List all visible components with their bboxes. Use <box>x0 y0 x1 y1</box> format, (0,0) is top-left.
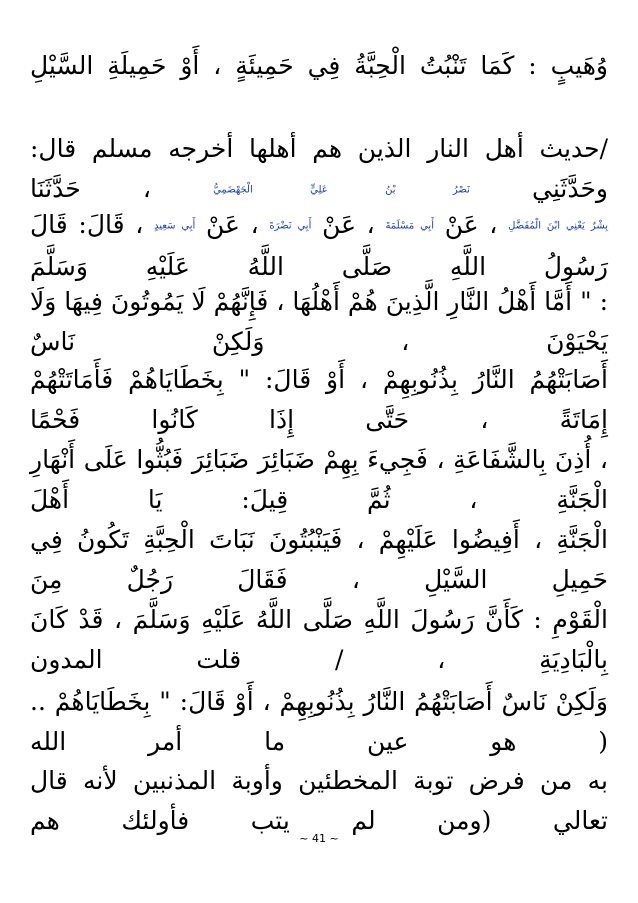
text-line-1: وُهَيبٍ : كَمَا تَنْبُتُ الْحِبَّةُ فِي حَمِيئَةٍ ، أَوْ حَمِيلَةِ السَّيْلِ <box>30 51 608 80</box>
narrator-link-nasr[interactable]: نَصْرُ بْنُ عَلِيٍّ الْجَهْضَمِيُّ <box>213 184 470 196</box>
text-line-9: وَلَكِنْ نَاسٌ أَصَابَتْهُمُ النَّارُ بِذُنُوبِهِمْ ، أَوْ قَالَ: " بِخَطَايَاهُمْ ..( هو عين ما أمر الله <box>30 687 608 756</box>
text-line-10: به من فرض توبة المخطئين وأوبة المذنبين لأنه قال تعالي (ومن لم يتب فأولئك هم <box>30 766 608 835</box>
page-number: ~ 41 ~ <box>299 832 339 845</box>
narrator-link-bishr[interactable]: بِشْرٌ يَعْنِي ابْنَ الْمُفَضَّلِ <box>508 220 609 232</box>
text-line-8: الْقَوْمِ : كَأَنَّ رَسُولَ اللَّهِ صَلَّى اللَّهُ عَلَيْهِ وَسَلَّمَ ، قَدْ كَانَ بِالْبَادِيَةِ ، / قلت المدون <box>30 605 608 674</box>
narrator-link-abi-said[interactable]: أَبِي سَعِيدٍ <box>154 220 196 232</box>
narrator-link-abi-nadra[interactable]: أَبِي نَضْرَةَ <box>269 220 312 232</box>
text-line-6: ، أُذِنَ بِالشَّفَاعَةِ ، فَجِيءَ بِهِمْ ضَبَائِرَ ضَبَائِرَ فَبُثُّوا عَلَى أَنْهَارِ الْجَنَّةِ ، ثُمَّ قِيلَ: يَا أَهْلَ <box>30 445 608 514</box>
text-line-3 <box>30 205 609 281</box>
narrator-link-abi-maslama[interactable]: أَبِي مَسْلَمَةَ <box>385 220 434 232</box>
an-3: ، عَنْ <box>205 210 259 239</box>
line-3-text: ، قَالَ: قَالَ رَسُولُ اللَّهِ صَلَّى اللَّهُ عَلَيْهِ وَسَلَّمَ <box>30 210 608 281</box>
text-line-2 <box>30 129 609 203</box>
text-line-4: : " أَمَّا أَهْلُ النَّارِ الَّذِينَ هُمْ أَهْلُهَا ، فَإِنَّهُمْ لَا يَمُوتُونَ فِيهَا وَلَا يَحْيَوْنَ ، وَلَكِنْ نَاسٌ <box>30 287 608 356</box>
an-2: ، عَنْ <box>322 210 375 239</box>
line-2-haddathana: ، حَدَّثَنَا <box>30 174 151 203</box>
text-line-5: أَصَابَتْهُمُ النَّارُ بِذُنُوبِهِمْ ، أَوْ قَالَ: " بِخَطَايَاهُمْ فَأَمَاتَتْهُمْ إِمَاتَةً ، حَتَّى إِذَا كَانُوا فَحْمًا <box>30 365 608 434</box>
line-2-text: /حديث أهل النار الذين هم أهلها أخرجه مسلم قال: وحَدَّثَنِي <box>30 134 609 203</box>
an-1: ، عَنْ <box>444 210 498 239</box>
text-line-7: الْجَنَّةِ ، أَفِيضُوا عَلَيْهِمْ ، فَيَنْبُتُونَ نَبَاتَ الْحِبَّةِ تَكُونُ فِي حَمِيلِ السَّيْلِ ، فَقَالَ رَجُلٌ مِنَ <box>30 525 608 594</box>
